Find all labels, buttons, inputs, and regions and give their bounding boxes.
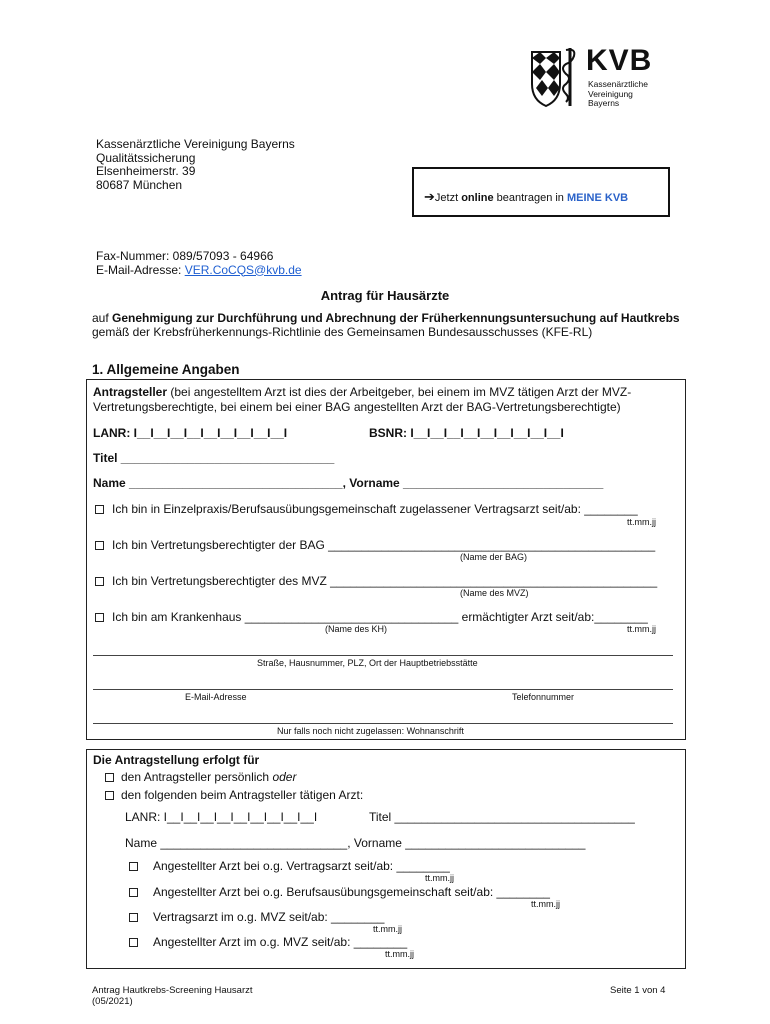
kvb-logo [530,44,670,110]
bsnr-field[interactable]: BSNR: I__I__I__I__I__I__I__I__I__I [369,426,564,440]
footer-page-number: Seite 1 von 4 [610,985,666,996]
online-apply-link[interactable] [424,189,628,205]
option-self-text: den Antragsteller persönlich [121,770,273,784]
checkbox-krankenhaus[interactable] [95,613,104,622]
address-line: Elsenheimerstr. 39 [96,164,196,178]
checkbox-employed-mvz[interactable] [129,938,138,947]
page-title: Antrag für Hausärzte [320,288,450,303]
option-employed-mvz: Angestellter Arzt im o.g. MVZ seit/ab: ________ [153,935,408,949]
home-hint: Nur falls noch nicht zugelassen: Wohnanschrift [277,726,464,736]
address-line-field[interactable] [93,655,673,656]
application-for-heading: Die Antragstellung erfolgt für [93,753,260,767]
option-employed-vertragsarzt: Angestellter Arzt bei o.g. Vertragsarzt seit/ab: ________ [153,859,450,873]
arrow-right-icon: ➔ [424,189,435,204]
name-field[interactable]: Name ________________________________, Vorname ______________________________ [93,476,604,490]
online-middle: beantragen in [493,192,567,204]
kvb-subtitle-line: Kassenärztliche [588,79,649,89]
option-employed-bag: Angestellter Arzt bei o.g. Berufsausübungsgemeinschaft seit/ab: ________ [153,885,550,899]
lanr-field[interactable]: LANR: I__I__I__I__I__I__I__I__I__I [93,426,288,440]
date-hint: tt.mm.jj [531,899,560,909]
email-hint: E-Mail-Adresse [185,692,247,702]
date-hint: tt.mm.jj [627,624,656,634]
checkbox-einzelpraxis[interactable] [95,505,104,514]
address-line: Kassenärztliche Vereinigung Bayerns [96,137,295,151]
kvb-subtitle [588,80,648,109]
address-line: Qualitätssicherung [96,150,196,165]
phone-hint: Telefonnummer [512,692,575,702]
footer-version: (05/2021) [92,996,133,1007]
option-krankenhaus: Ich bin am Krankenhaus ________________________________ ermächtigter Arzt seit/ab:________ [112,610,648,624]
email-label: E-Mail-Adresse: [96,262,185,277]
email-line [96,264,302,278]
checkbox-employed-vertragsarzt[interactable] [129,862,138,871]
date-hint: tt.mm.jj [385,949,414,959]
kvb-subtitle-line: Vereinigung [588,88,633,99]
intro-text: auf [92,311,113,325]
bavaria-shield-icon [530,44,582,110]
kvb-subtitle-line: Bayerns [588,98,620,108]
checkbox-vertragsarzt-mvz[interactable] [129,913,138,922]
titel-field[interactable]: Titel ________________________________ [93,451,335,465]
checkbox-other-doctor[interactable] [105,791,114,800]
online-prefix: Jetzt [434,192,462,204]
date-hint: tt.mm.jj [373,924,402,934]
option-vertragsarzt-mvz: Vertragsarzt im o.g. MVZ seit/ab: ________ [153,910,385,924]
online-brand: MEINE KVB [566,192,629,204]
date-hint: tt.mm.jj [627,517,656,527]
checkbox-employed-bag[interactable] [129,888,138,897]
option-self [121,770,296,784]
option-einzelpraxis: Ich bin in Einzelpraxis/Berufsausübungsgemeinschaft zugelassener Vertragsarzt seit/ab: ________ [112,502,638,516]
intro-text: gemäß der Krebsfrüherkennungs-Richtlinie des Gemeinsamen Bundesausschusses (KFE-RL) [92,325,593,339]
online-apply-box[interactable] [412,167,670,217]
intro-paragraph [92,311,682,339]
option-other-doctor: den folgenden beim Antragsteller tätigen Arzt: [121,788,364,802]
intro-bold: Genehmigung zur Durchführung und Abrechnung der Früherkennungsuntersuchung auf Hautkrebs [112,311,680,325]
fax-number: Fax-Nummer: 089/57093 - 64966 [96,249,274,263]
option-bag: Ich bin Vertretungsberechtigter der BAG _________________________________________________ [112,538,656,552]
footer-left [92,985,253,1007]
kvb-wordmark: KVB [586,44,653,77]
address-line: 80687 München [96,177,183,192]
recipient-address [96,138,295,192]
checkbox-bag[interactable] [95,541,104,550]
date-hint: tt.mm.jj [425,873,454,883]
address-hint: Straße, Hausnummer, PLZ, Ort der Hauptbetriebsstätte [257,658,478,668]
applicant-line-1 [93,385,631,399]
footer-form-name: Antrag Hautkrebs-Screening Hausarzt [92,985,253,996]
titel-field[interactable]: Titel ____________________________________ [369,810,635,824]
application-for-box [86,749,686,969]
lanr-field[interactable]: LANR: I__I__I__I__I__I__I__I__I__I [125,810,318,824]
applicant-box [86,379,686,740]
kh-hint: (Name des KH) [325,624,388,634]
home-address-line-field[interactable] [93,723,673,724]
contact-info [96,250,302,277]
name-field[interactable]: Name ____________________________, Vorname ___________________________ [125,836,586,850]
checkbox-self[interactable] [105,773,114,782]
mvz-hint: (Name des MVZ) [460,588,529,598]
applicant-line-2: Vertretungsberechtigte, bei einem bei einer BAG angestellten Arzt der BAG-Vertretungsberechtigte) [93,400,621,414]
bag-hint: (Name der BAG) [460,552,528,562]
section-heading: 1. Allgemeine Angaben [92,362,240,377]
online-bold: online [461,192,494,204]
checkbox-mvz[interactable] [95,577,104,586]
applicant-text: (bei angestelltem Arzt ist dies der Arbeitgeber, bei einem im MVZ tätigen Arzt der MVZ- [167,385,632,399]
option-mvz: Ich bin Vertretungsberechtigter des MVZ _________________________________________________ [112,574,658,588]
option-or: oder [272,770,297,784]
applicant-bold: Antragsteller [93,385,168,399]
email-link[interactable]: VER.CoCQS@kvb.de [184,262,302,277]
email-phone-line-field[interactable] [93,689,673,690]
